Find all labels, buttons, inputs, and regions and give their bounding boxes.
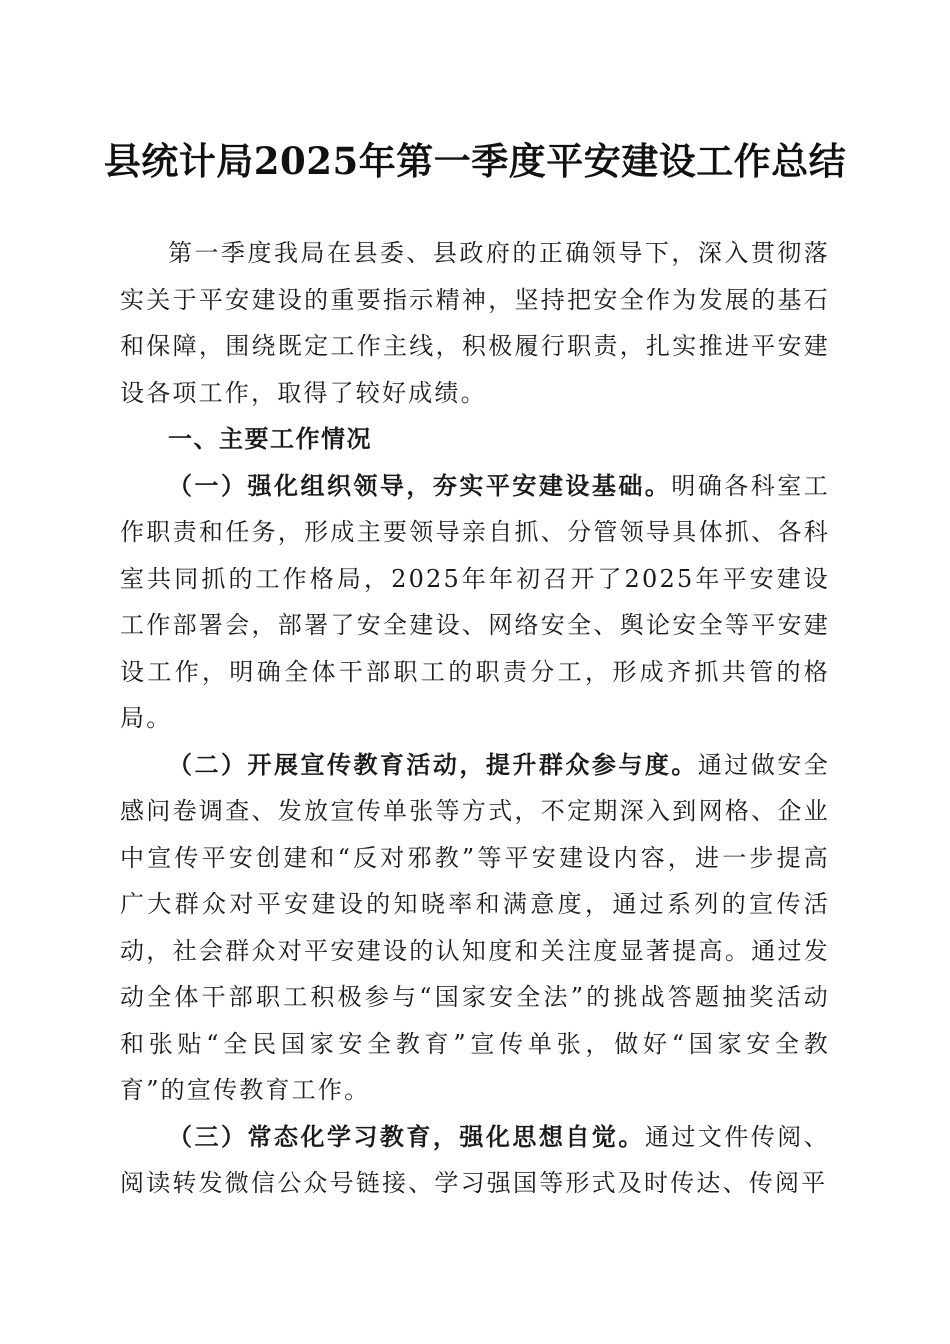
item-lead-1: （一）强化组织领导，夯实平安建设基础。 xyxy=(168,471,672,500)
item-paragraph-1 xyxy=(120,463,830,742)
item-paragraph-3 xyxy=(120,1114,830,1207)
item-lead-3: （三）常态化学习教育，强化思想自觉。 xyxy=(168,1122,645,1151)
item-lead-2: （二）开展宣传教育活动，提升群众参与度。 xyxy=(168,750,698,779)
item-text-1: 明确各科室工作职责和任务，形成主要领导亲自抓、分管领导具体抓、各科室共同抓的工作格局，2025年年初召开了2025年平安建设工作部署会，部署了安全建设、网络安全、舆论安全等平安建设工作，明确全体干部职工的职责分工，形成齐抓共管的格局。 xyxy=(120,471,830,732)
document-title: 县统计局2025年第一季度平安建设工作总结 xyxy=(103,139,847,183)
intro-paragraph: 第一季度我局在县委、县政府的正确领导下，深入贯彻落实关于平安建设的重要指示精神，坚持把安全作为发展的基石和保障，围绕既定工作主线，积极履行职责，扎实推进平安建设各项工作，取得了较好成绩。 xyxy=(120,239,830,407)
item-text-3: 通过文件传阅、阅读转发微信公众号链接、学习强国等形式及时传达、传阅平 xyxy=(120,1122,830,1197)
item-paragraph-2 xyxy=(120,742,830,1114)
document-body xyxy=(120,230,830,1207)
section-heading: 一、主要工作情况 xyxy=(168,425,372,453)
item-text-2: 通过做安全感问卷调查、发放宣传单张等方式，不定期深入到网格、企业中宣传平安创建和“反对邪教”等平安建设内容，进一步提高广大群众对平安建设的知晓率和满意度，通过系列的宣传活动，社会群众对平安建设的认知度和关注度显著提高。通过发动全体干部职工积极参与“国家安全法”的挑战答题抽奖活动和张贴“全民国家安全教育”宣传单张，做好“国家安全教育”的宣传教育工作。 xyxy=(120,750,831,1104)
